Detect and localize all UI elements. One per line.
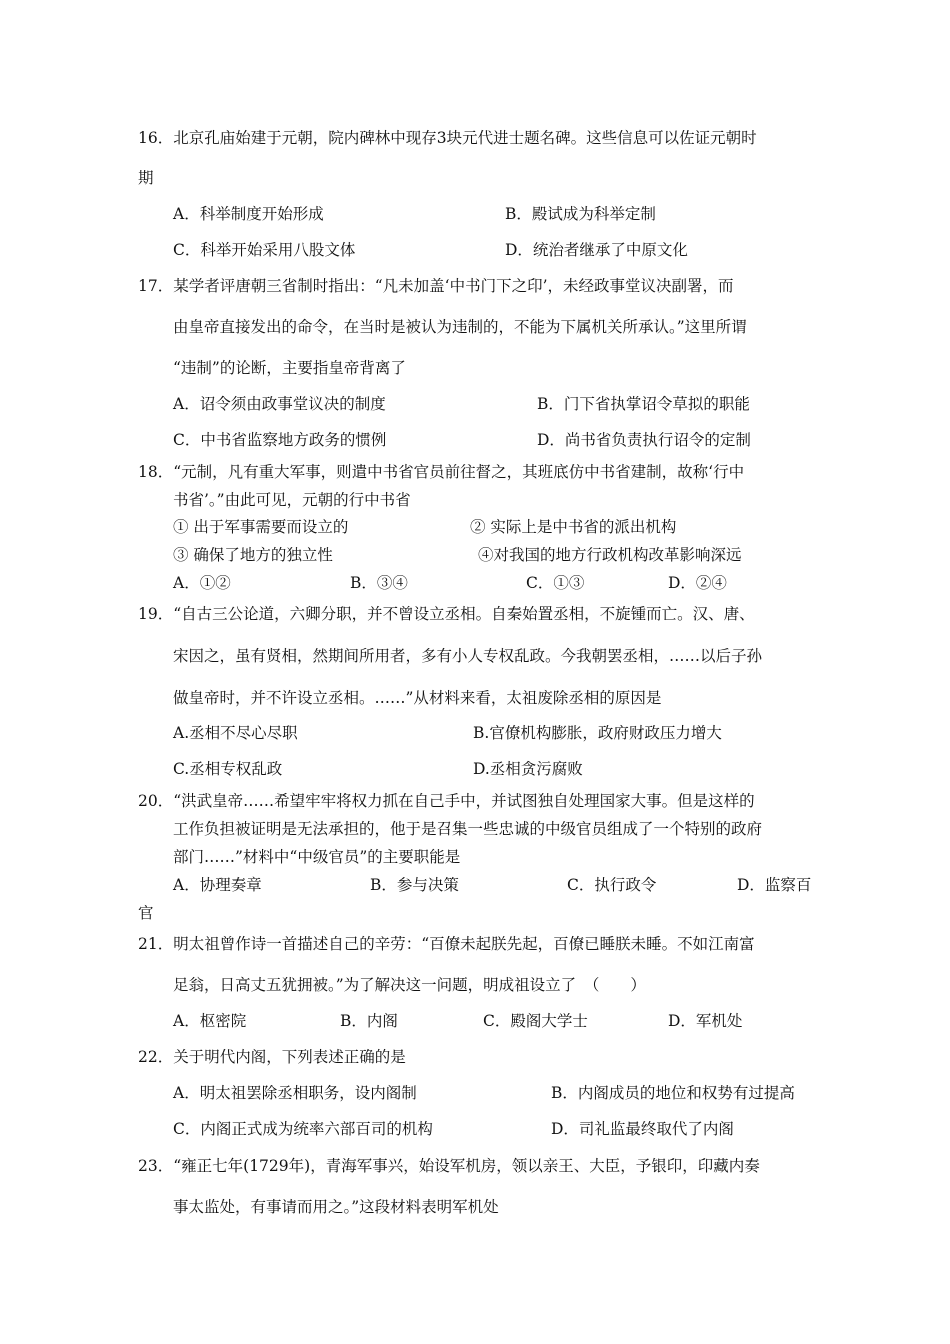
q20-line-3: 部门……”材料中“中级官员”的主要职能是 — [173, 848, 461, 866]
q20-option-c: C．执行政令 — [567, 876, 657, 894]
q17-option-c: C．中书省监察地方政务的惯例 — [173, 431, 387, 449]
q20-line-1: 20．“洪武皇帝……希望牢牢将权力抓在自己手中，并试图独自处理国家大事。但是这样的 — [138, 792, 755, 810]
q18-statement-4: ④对我国的地方行政机构改革影响深远 — [478, 546, 742, 564]
q19-option-b: B.官僚机构膨胀，政府财政压力增大 — [473, 724, 722, 742]
q20-option-b: B．参与决策 — [370, 876, 459, 894]
q22-line-1: 22．关于明代内阁，下列表述正确的是 — [138, 1048, 406, 1066]
q19-line-1: 19．“自古三公论道，六卿分职，并不曾设立丞相。自秦始置丞相，不旋锺而亡。汉、唐、 — [138, 605, 755, 623]
q19-option-c: C.丞相专权乱政 — [173, 760, 283, 778]
q18-option-d: D．②④ — [668, 574, 727, 592]
q17-line-3: “违制”的论断，主要指皇帝背离了 — [173, 359, 406, 377]
q19-option-a: A.丞相不尽心尽职 — [173, 724, 298, 742]
q20-option-d: D．监察百 — [737, 876, 812, 894]
q16-option-b: B．殿试成为科举定制 — [505, 205, 656, 223]
q21-option-b: B．内阁 — [340, 1012, 398, 1030]
q22-option-c: C．内阁正式成为统率六部百司的机构 — [173, 1120, 433, 1138]
q21-option-a: A．枢密院 — [173, 1012, 247, 1030]
q16-line-1: 16．北京孔庙始建于元朝，院内碑林中现存3块元代进士题名碑。这些信息可以佐证元朝时 — [138, 129, 757, 147]
q19-line-3: 做皇帝时，并不许设立丞相。……”从材料来看，太祖废除丞相的原因是 — [173, 689, 662, 707]
q23-line-1: 23．“雍正七年(1729年)，青海军事兴，始设军机房，领以亲王、大臣，予银印，印藏内奏 — [138, 1157, 760, 1175]
q17-option-b: B．门下省执掌诏令草拟的职能 — [537, 395, 750, 413]
q18-option-a: A．①② — [173, 574, 231, 592]
q19-option-d: D.丞相贪污腐败 — [473, 760, 583, 778]
q20-option-a: A．协理奏章 — [173, 876, 262, 894]
q20-option-wrap: 官 — [138, 904, 154, 922]
q21-line-2: 足翁，日高丈五犹拥被。”为了解决这一问题，明成祖设立了 （ ） — [173, 976, 646, 994]
q16-line-2: 期 — [138, 169, 154, 187]
q21-line-1: 21．明太祖曾作诗一首描述自己的辛劳：“百僚未起朕先起，百僚已睡朕未睡。不如江南富 — [138, 935, 755, 953]
q19-line-2: 宋因之，虽有贤相，然期间所用者，多有小人专权乱政。今我朝罢丞相，……以后子孙 — [173, 647, 763, 665]
q18-statement-3: ③ 确保了地方的独立性 — [173, 546, 333, 564]
q17-option-d: D．尚书省负责执行诏令的定制 — [537, 431, 751, 449]
q20-line-2: 工作负担被证明是无法承担的，他于是召集一些忠诚的中级官员组成了一个特别的政府 — [173, 820, 763, 838]
q16-option-c: C．科举开始采用八股文体 — [173, 241, 356, 259]
q22-option-d: D．司礼监最终取代了内阁 — [551, 1120, 734, 1138]
q21-option-c: C．殿阁大学士 — [483, 1012, 588, 1030]
q18-line-2: 书省’。”由此可见，元朝的行中书省 — [173, 491, 411, 509]
q23-line-2: 事太监处，有事请而用之。”这段材料表明军机处 — [173, 1198, 499, 1216]
q18-line-1: 18．“元制，凡有重大军事，则遣中书省官员前往督之，其班底仿中书省建制，故称‘行中 — [138, 463, 745, 481]
q16-option-a: A．科举制度开始形成 — [173, 205, 324, 223]
q22-option-b: B．内阁成员的地位和权势有过提高 — [551, 1084, 795, 1102]
q18-option-b: B．③④ — [350, 574, 408, 592]
q22-option-a: A．明太祖罢除丞相职务，设内阁制 — [173, 1084, 417, 1102]
q21-option-d: D．军机处 — [668, 1012, 743, 1030]
q17-option-a: A．诏令须由政事堂议决的制度 — [173, 395, 386, 413]
q18-statement-1: ① 出于军事需要而设立的 — [173, 518, 349, 536]
q16-option-d: D．统治者继承了中原文化 — [505, 241, 688, 259]
q17-line-2: 由皇帝直接发出的命令，在当时是被认为违制的，不能为下属机关所承认。”这里所谓 — [173, 318, 747, 336]
q18-option-c: C．①③ — [526, 574, 585, 592]
q17-line-1: 17．某学者评唐朝三省制时指出：“凡未加盖‘中书门下之印’，未经政事堂议决副署，而 — [138, 277, 734, 295]
q18-statement-2: ② 实际上是中书省的派出机构 — [470, 518, 677, 536]
